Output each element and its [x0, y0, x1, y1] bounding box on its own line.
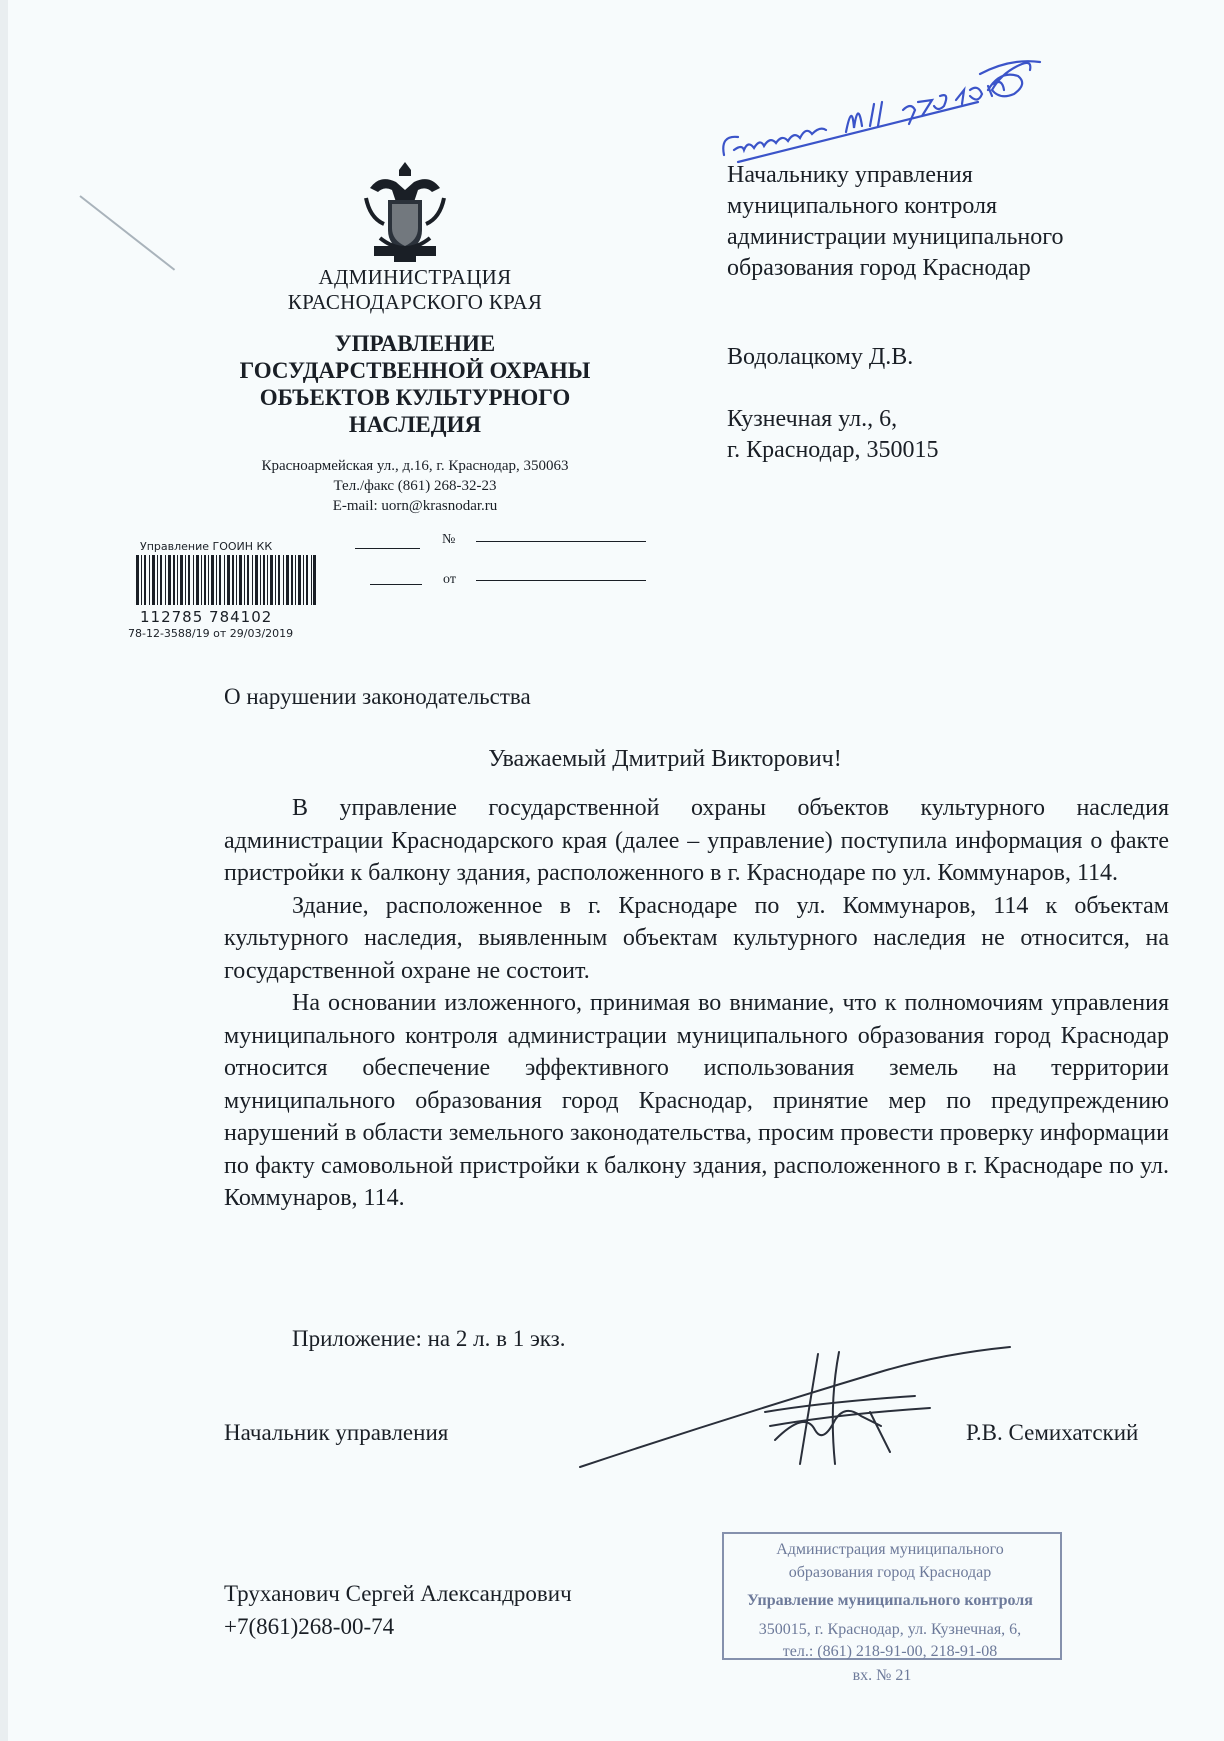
- coat-of-arms-emblem: [360, 158, 450, 264]
- attachment-note: Приложение: на 2 л. в 1 экз.: [292, 1326, 566, 1351]
- department-email: E-mail: uorn@krasnodar.ru: [332, 498, 498, 514]
- department-line: УПРАВЛЕНИЕ: [334, 331, 496, 356]
- executor-phone: +7(861)268-00-74: [224, 1614, 395, 1639]
- pen-mark: [79, 195, 175, 270]
- administration-line: КРАСНОДАРСКОГО КРАЯ: [287, 290, 543, 314]
- stamp-incoming-number: вх. № 21: [852, 1667, 912, 1684]
- department-line: НАСЛЕДИЯ: [348, 412, 482, 437]
- number-label: №: [442, 532, 456, 547]
- department-name: [220, 330, 610, 438]
- stamp-line: 350015, г. Краснодар, ул. Кузнечная, 6,: [758, 1621, 1022, 1638]
- administration-name: [220, 265, 610, 315]
- received-stamp: [722, 1532, 1062, 1684]
- addressee-title-line: образования город Краснодар: [727, 255, 1031, 281]
- addressee-title-line: муниципального контроля: [727, 193, 998, 219]
- body-paragraph: На основании изложенного, принимая во внимание, что к полномочиям управления муниципального контроля администрации муниципального образования город Краснодар относится обеспечение эффективного использования земель на территории муниципального образования город Краснодар, принятие мер по предупреждению нарушений в области земельного законодательства, просим провести проверку информации по факту самовольной пристройки к балкону здания, расположенного в г. Краснодаре по ул. Коммунаров, 114.: [224, 990, 1169, 1211]
- executor-name: Труханович Сергей Александрович: [224, 1581, 572, 1606]
- outgoing-date-line: [355, 548, 420, 549]
- stamp-line: тел.: (861) 218-91-00, 218-91-08: [782, 1643, 998, 1660]
- stamp-line: Управление муниципального контроля: [747, 1592, 1033, 1609]
- addressee-title-line: Начальнику управления: [727, 162, 973, 188]
- signer-name: Р.В. Семихатский: [966, 1420, 1139, 1445]
- letter-subject: О нарушении законодательства: [224, 684, 531, 709]
- barcode-number: 112785 784102: [140, 608, 273, 626]
- registration-number: 78-12-3588/19 от 29/03/2019: [128, 627, 294, 640]
- signer-role: Начальник управления: [224, 1420, 449, 1445]
- department-phone: Тел./факс (861) 268-32-23: [333, 478, 497, 494]
- executor-info: [224, 1577, 572, 1643]
- department-line: ОБЪЕКТОВ КУЛЬТУРНОГО: [259, 385, 571, 410]
- from-label: от: [443, 572, 456, 587]
- barcode-icon: [136, 555, 316, 605]
- addressee-title-line: администрации муниципального: [727, 224, 1064, 250]
- letter-greeting: Уважаемый Дмитрий Викторович!: [488, 746, 842, 772]
- department-address: Красноармейская ул., д.16, г. Краснодар, 350063: [261, 458, 569, 474]
- stamp-line: образования город Краснодар: [788, 1564, 992, 1581]
- department-line: ГОСУДАРСТВЕННОЙ ОХРАНЫ: [239, 358, 591, 383]
- outgoing-number-line: [476, 541, 646, 542]
- letter-body: [224, 792, 1169, 1215]
- addressee-city: г. Краснодар, 350015: [727, 437, 939, 463]
- addressee-title: [727, 160, 1147, 284]
- addressee-street: Кузнечная ул., 6,: [727, 406, 898, 432]
- barcode-title: Управление ГООИН КК: [140, 540, 273, 553]
- reference-number-line: [370, 584, 422, 585]
- body-paragraph: Здание, расположенное в г. Краснодаре по ул. Коммунаров, 114 к объектам культурного наследия, выявленным объектам культурного наследия не относится, на государственной охране не состоит.: [224, 892, 1169, 984]
- reference-date-line: [476, 580, 646, 581]
- administration-line: АДМИНИСТРАЦИЯ: [318, 265, 512, 289]
- addressee-address: [727, 404, 1147, 466]
- page-edge: [0, 0, 8, 1741]
- stamp-line: Администрация муниципального: [776, 1541, 1004, 1558]
- registration-barcode-sticker: [124, 540, 324, 645]
- addressee-name: Водолацкому Д.В.: [727, 344, 914, 370]
- department-contacts: [220, 456, 610, 516]
- body-paragraph: В управление государственной охраны объектов культурного наследия администрации Краснодарского края (далее – управление) поступила информация о факте пристройки к балкону здания, расположенного в г. Краснодаре по ул. Коммунаров, 114.: [224, 795, 1169, 886]
- handwritten-signature: [570, 1342, 1040, 1477]
